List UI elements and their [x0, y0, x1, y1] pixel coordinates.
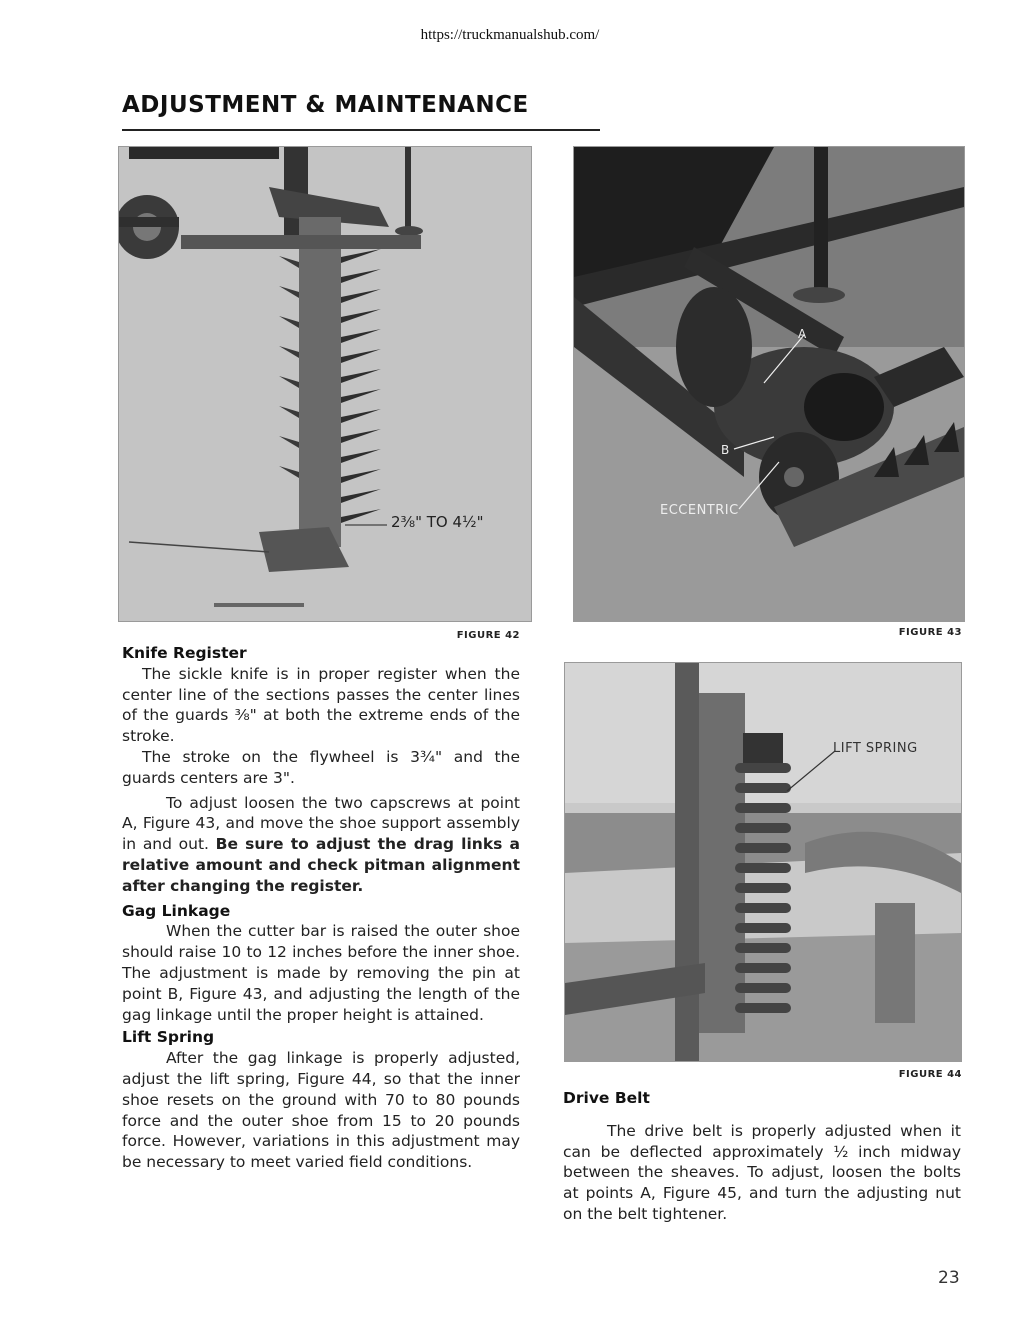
knife-register-paragraph-3-text: To adjust loosen the two capscrews at point A, Figure 43, and move the shoe support assembly in and out. [122, 793, 520, 854]
figure-42-caption: FIGURE 42 [456, 630, 520, 641]
figure-44-label-lift-spring: LIFT SPRING [833, 741, 918, 756]
figure-43-caption: FIGURE 43 [898, 627, 962, 638]
source-url: https://truckmanualshub.com/ [420, 27, 600, 43]
figure-43-drawing [574, 147, 964, 621]
knife-register-paragraph-2: The stroke on the flywheel is 3¾" and the guards centers are 3". [122, 747, 520, 787]
page-number: 23 [938, 1268, 960, 1288]
figure-43-label-eccentric: ECCENTRIC [660, 503, 739, 518]
figure-42-photo [118, 146, 532, 622]
figure-43-photo [573, 146, 965, 622]
figure-44-drawing [565, 663, 961, 1061]
lift-spring-paragraph: After the gag linkage is properly adjusted, adjust the lift spring, Figure 44, so that the inner shoe resets on the ground with 70 to 80 pounds force and the outer shoe from 15 to 20 pounds force. However, variations in this adjustment may be necessary to meet varied field conditions. [122, 1049, 520, 1172]
figure-43-label-a: A [798, 327, 807, 341]
knife-register-paragraph-1: The sickle knife is in proper register when the center line of the sections passes the center lines of the guards ⅜" at both the extreme ends of the stroke. [122, 664, 520, 746]
heading-lift-spring: Lift Spring [122, 1028, 215, 1047]
figure-42-drawing [119, 147, 531, 621]
right-column [563, 1088, 961, 1225]
figure-44-caption: FIGURE 44 [898, 1069, 962, 1080]
figure-42-measurement-label: 2⅜" TO 4½" [391, 513, 484, 531]
heading-gag-linkage: Gag Linkage [122, 901, 231, 920]
knife-register-paragraph-3-bold: Be sure to adjust the drag links a relative amount and check pitman alignment after changing the register. [122, 835, 520, 895]
knife-register-paragraph-3 [122, 793, 520, 897]
heading-knife-register: Knife Register [122, 644, 247, 662]
drive-belt-paragraph: The drive belt is properly adjusted when it can be deflected approximately ½ inch midway between the sheaves. To adjust, loosen the bolts at points A, Figure 45, and turn the adjusting nut on the belt tightener. [563, 1121, 961, 1223]
title-underline [122, 129, 600, 131]
figure-44-photo [564, 662, 962, 1062]
figure-43-label-b: B [721, 443, 730, 457]
heading-drive-belt: Drive Belt [563, 1089, 650, 1107]
left-column [122, 643, 520, 1173]
page-title: ADJUSTMENT & MAINTENANCE [122, 92, 529, 118]
gag-linkage-paragraph: When the cutter bar is raised the outer shoe should raise 10 to 12 inches before the inner shoe. The adjustment is made by removing the pin at point B, Figure 43, and adjusting the length of the gag linkage until the proper height is attained. [122, 922, 520, 1024]
